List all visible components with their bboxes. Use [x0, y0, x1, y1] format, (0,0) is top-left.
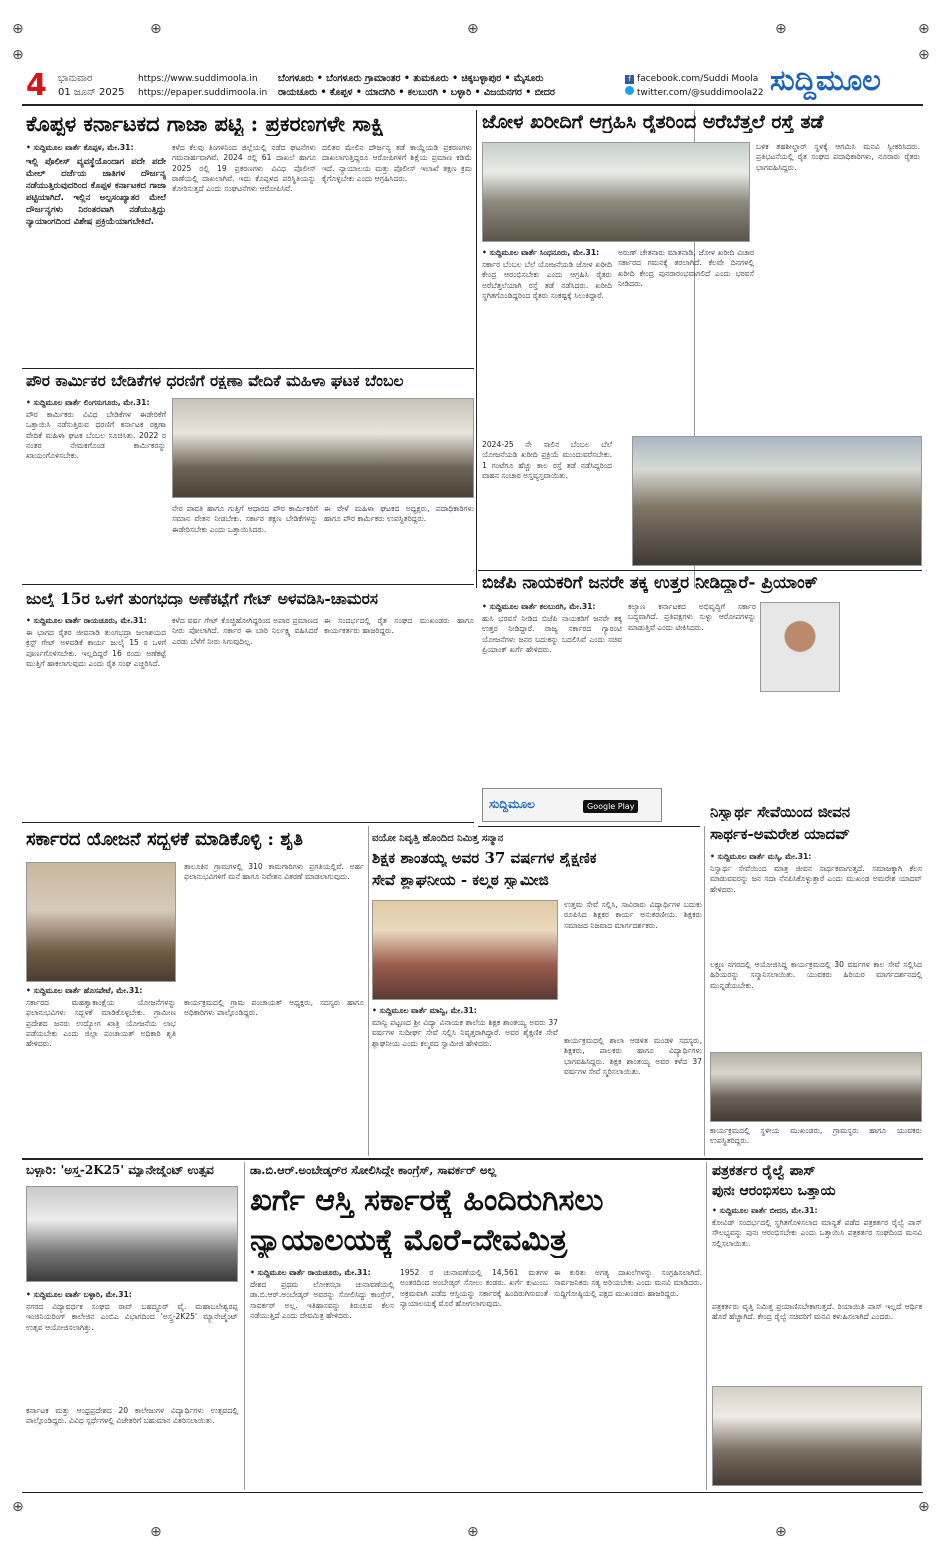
registration-mark: ⊕	[150, 1524, 162, 1540]
article-body: ಬಳಿಕ ತಹಶೀಲ್ದಾರ್ ಸ್ಥಳಕ್ಕೆ ಆಗಮಿಸಿ ಮನವಿ ಸ್ವೀಕರಿಸಿದರು. ಪ್ರತಿಭಟನೆಯಲ್ಲಿ ರೈತ ಸಂಘದ ಪದಾಧಿಕಾರಿಗಳು, ನೂರಾರು ರೈತರು ಭಾಗವಹಿಸಿದ್ದರು.	[756, 142, 920, 172]
article-body: ಉತ್ತಮ ಸೇವೆ ಸಲ್ಲಿಸಿ, ಸಾವಿರಾರು ವಿದ್ಯಾರ್ಥಿಗಳ ಬದುಕು ರೂಪಿಸಿದ ಶಿಕ್ಷಕರ ಕಾರ್ಯ ಅನುಕರಣೀಯ. ಶಿಕ್ಷಕರು ಸಮಾಜದ ನಿಜವಾದ ಮಾರ್ಗದರ್ಶಕರು.	[564, 900, 702, 930]
article-body: ಕರ್ನಾಟಕ ಮತ್ತು ಆಂಧ್ರಪ್ರದೇಶದ 20 ಕಾಲೇಜುಗಳ ವಿದ್ಯಾರ್ಥಿಗಳು ಉತ್ಸವದಲ್ಲಿ ಪಾಲ್ಗೊಂಡಿದ್ದರು. ವಿವಿಧ ಸ್ಪರ್ಧೆಗಳಲ್ಲಿ ವಿಜೇತರಿಗೆ ಬಹುಮಾನ ವಿತರಿಸಲಾಯಿತು.	[26, 1406, 238, 1426]
article-headline: ನ್ಯಾಯಾಲಯಕ್ಕೆ ಮೊರೆ-ದೇವಮಿತ್ರ	[250, 1224, 568, 1258]
epaper-link[interactable]: https://epaper.suddimoola.in	[138, 88, 268, 98]
website-links	[138, 72, 267, 100]
article-divider	[478, 570, 922, 571]
column-divider	[244, 1162, 245, 1490]
article-headline: ಶಿಕ್ಷಕ ಶಾಂತಯ್ಯ ಅವರ 37 ವರ್ಷಗಳ ಶೈಕ್ಷಣಿಕ	[372, 850, 597, 867]
website-link[interactable]: https://www.suddimoola.in	[138, 74, 258, 84]
district-row: ರಾಯಚೂರು • ಕೊಪ್ಪಳ • ಯಾದಗಿರಿ • ಕಲಬುರಗಿ • ಬಳ್ಳಾರಿ • ವಿಜಯನಗರ • ಬೀದರ	[278, 87, 555, 98]
column-divider	[476, 110, 477, 588]
article-dateline: • ಸುದ್ದಿಮೂಲ ವಾರ್ತೆ ಬೀದರ, ಮೇ.31:	[712, 1206, 818, 1215]
play-store-badge: Google Play	[583, 800, 638, 813]
registration-mark: ⊕	[918, 47, 930, 63]
honour-ceremony-photo	[710, 1052, 922, 1122]
article-dateline: • ಸುದ್ದಿಮೂಲ ವಾರ್ತೆ ಸಿಂಧನೂರು, ಮೇ.31:	[482, 248, 600, 257]
twitter-icon	[625, 86, 634, 95]
article-headline: ಬಳ್ಳಾರಿ: 'ಅಸ್ತ್ರ-2K25' ಮ್ಯಾನೇಜ್ಮೆಂಟ್ ಉತ್ಸವ	[26, 1164, 214, 1177]
article-headline: ಖರ್ಗೆ ಆಸ್ತಿ ಸರ್ಕಾರಕ್ಕೆ ಹಿಂದಿರುಗಿಸಲು	[250, 1184, 604, 1218]
facebook-link[interactable]: facebook.com/Suddi Moola	[637, 74, 759, 84]
date: 01 ಜೂನ್ 2025	[58, 87, 125, 98]
officer-presentation-photo	[26, 862, 176, 982]
felicitation-photo	[372, 900, 558, 1000]
article-body: ಕಾರ್ಯಕ್ರಮದಲ್ಲಿ ಸ್ಥಳೀಯ ಮುಖಂಡರು, ಗ್ರಾಮಸ್ಥರು ಹಾಗೂ ಯುವಕರು ಉಪಸ್ಥಿತರಿದ್ದರು.	[710, 1126, 922, 1146]
article-body: ಪೌರ ಕಾರ್ಮಿಕರು ವಿವಿಧ ಬೇಡಿಕೆಗಳ ಈಡೇರಿಕೆಗೆ ಒತ್ತಾಯಿಸಿ ನಡೆಸುತ್ತಿರುವ ಧರಣಿಗೆ ಕರ್ನಾಟಕ ರಕ್ಷಣಾ ವೇದಿಕೆ ಮಹಿಳಾ ಘಟಕ ಬೆಂಬಲ ಸೂಚಿಸಿತು. 2022 ರ ನಂತರ ನೇಮಕಗೊಂಡ ಕಾರ್ಮಿಕರನ್ನು ಖಾಯಂಗೊಳಿಸಬೇಕು.	[26, 410, 166, 461]
article-dateline: • ಸುದ್ದಿಮೂಲ ವಾರ್ತೆ ಲಿಂಗಸುಗೂರು, ಮೇ.31:	[26, 398, 150, 407]
column-divider	[706, 1162, 707, 1490]
article-body: ಕಳೆದ ಕೆಲವು ತಿಂಗಳಿನಿಂದ ಜಿಲ್ಲೆಯಲ್ಲಿ ನಡೆದ ಘಟನೆಗಳು ಗಮನಾರ್ಹವಾಗಿವೆ. 2024 ರಲ್ಲಿ 61 ದಾಖಲೆ ಹಾಗೂ 2025 ರಲ್ಲಿ 19 ಪ್ರಕರಣಗಳು ವಿವಿಧ ಪೊಲೀಸ್ ಠಾಣೆಯಲ್ಲಿ ದಾಖಲಾಗಿವೆ. ಇದು ಕೊಪ್ಪಳದ ಪರಿಸ್ಥಿತಿಯನ್ನು ತೋರಿಸುತ್ತದೆ ಎಂದು ಸಂಘಟನೆಗಳು ಆರೋಪಿಸಿವೆ.	[172, 143, 316, 194]
registration-mark: ⊕	[12, 21, 24, 37]
article-dateline: • ಸುದ್ದಿಮೂಲ ವಾರ್ತೆ ಹೊಸಪೇಟೆ, ಮೇ.31:	[26, 986, 143, 995]
registration-mark: ⊕	[775, 21, 787, 37]
registration-mark: ⊕	[918, 1499, 930, 1515]
registration-mark: ⊕	[467, 1524, 479, 1540]
minister-portrait-photo	[760, 602, 840, 692]
road-blockade-photo	[632, 436, 922, 566]
registration-mark: ⊕	[918, 21, 930, 37]
article-kicker: ವಯೋ ನಿವೃತ್ತಿ ಹೊಂದಿದ ನಿಮಿತ್ತ ಸನ್ಮಾನ	[372, 833, 504, 844]
column-divider	[704, 826, 705, 1156]
article-dateline: • ಸುದ್ದಿಮೂಲ ವಾರ್ತೆ ಕಲಬುರಗಿ, ಮೇ.31:	[482, 602, 596, 611]
article-dateline: • ಸುದ್ದಿಮೂಲ ವಾರ್ತೆ ಮಸ್ಕಿ, ಮೇ.31:	[710, 852, 812, 861]
article-body: ಈ ವೇಳೆ ಮಹಿಳಾ ಘಟಕದ ಅಧ್ಯಕ್ಷರು, ಪದಾಧಿಕಾರಿಗಳು ಹಾಗೂ ಪೌರ ಕಾರ್ಮಿಕರು ಉಪಸ್ಥಿತರಿದ್ದರು.	[324, 504, 474, 524]
article-body: ಅರುಣ್ ಚೇತನಾರು ಮಾತನಾಡಿ, ಜೋಳ ಖರೀದಿ ವಿಚಾರ ಸರ್ಕಾರದ ಗಮನಕ್ಕೆ ತರಲಾಗಿದೆ. ಕೆಲವೇ ದಿನಗಳಲ್ಲಿ ಖರೀದಿ ಕೇಂದ್ರ ಪುನರಾರಂಭವಾಗಲಿದೆ ಎಂದು ಭರವಸೆ ನೀಡಿದರು.	[618, 248, 754, 288]
twitter-link[interactable]: twitter.com/@suddimoola22	[637, 88, 764, 98]
article-headline: ಕೊಪ್ಪಳ ಕರ್ನಾಟಕದ ಗಾಜಾ ಪಟ್ಟಿ : ಪ್ರಕರಣಗಳೇ ಸಾಕ್ಷಿ	[26, 112, 385, 136]
article-divider	[22, 368, 474, 369]
journalists-memorandum-photo	[712, 1386, 922, 1486]
article-dateline: • ಸುದ್ದಿಮೂಲ ವಾರ್ತೆ ರಾಯಚೂರು, ಮೇ.31:	[250, 1268, 371, 1277]
article-divider	[22, 822, 474, 823]
article-body: ಸರ್ಕಾರ ಬೆಂಬಲ ಬೆಲೆ ಯೋಜನೆಯಡಿ ಜೋಳ ಖರೀದಿ ಕೇಂದ್ರ ಆರಂಭಿಸಬೇಕು ಎಂದು ಆಗ್ರಹಿಸಿ ರೈತರು ಅರೆಬೆತ್ತಲೆಯಾಗಿ ರಸ್ತೆ ತಡೆ ನಡೆಸಿದರು. ಖರೀದಿ ಸ್ಥಗಿತಗೊಂಡಿದ್ದರಿಂದ ರೈತರು ಸಂಕಷ್ಟಕ್ಕೆ ಸಿಲುಕಿದ್ದಾರೆ.	[482, 260, 612, 300]
article-body: ಈ ಸಂದರ್ಭದಲ್ಲಿ ರೈತ ಸಂಘದ ಮುಖಂಡರು ಹಾಗೂ ಕಾರ್ಯಕರ್ತರು ಹಾಜರಿದ್ದರು.	[324, 616, 474, 636]
registration-mark: ⊕	[12, 1499, 24, 1515]
registration-mark: ⊕	[775, 1524, 787, 1540]
farmers-protest-photo	[482, 142, 750, 242]
article-dateline: • ಸುದ್ದಿಮೂಲ ವಾರ್ತೆ ಬಳ್ಳಾರಿ, ಮೇ.31:	[26, 1290, 132, 1299]
article-body: ಪತ್ರಕರ್ತರು ವೃತ್ತಿ ನಿಮಿತ್ತ ಪ್ರಯಾಣಿಸಬೇಕಾಗುತ್ತದೆ. ರಿಯಾಯಿತಿ ಪಾಸ್ ಇಲ್ಲದೆ ಆರ್ಥಿಕ ಹೊರೆ ಹೆಚ್ಚಾಗಿದೆ. ಕೇಂದ್ರ ರೈಲ್ವೆ ಸಚಿವರಿಗೆ ಮನವಿ ಕಳುಹಿಸಲಾಗಿದೆ ಎಂದರು.	[712, 1302, 922, 1322]
article-dateline: • ಸುದ್ದಿಮೂಲ ವಾರ್ತೆ ಮಾನ್ವಿ, ಮೇ.31:	[372, 1006, 477, 1015]
article-body: ಮಾನ್ವಿ ಪಟ್ಟಣದ ಶ್ರೀ ವಿದ್ಯಾ ವಿನಾಯಕ ಶಾಲೆಯ ಶಿಕ್ಷಕ ಶಾಂತಯ್ಯ ಅವರು 37 ವರ್ಷಗಳ ಸುದೀರ್ಘ ಸೇವೆ ಸಲ್ಲಿಸಿ ನಿವೃತ್ತರಾಗಿದ್ದಾರೆ. ಅವರ ಶೈಕ್ಷಣಿಕ ಸೇವೆ ಶ್ಲಾಘನೀಯ ಎಂದು ಕಲ್ಮಠದ ಸ್ವಾಮೀಜಿ ಹೇಳಿದರು.	[372, 1018, 558, 1048]
article-body: ನಿಸ್ವಾರ್ಥ ಸೇವೆಯಿಂದ ಮಾತ್ರ ಜೀವನ ಸಾರ್ಥಕವಾಗುತ್ತದೆ. ಸಮಾಜಕ್ಕಾಗಿ ಕೆಲಸ ಮಾಡುವವರನ್ನು ಜನ ಸದಾ ನೆನಪಿಸಿಕೊಳ್ಳುತ್ತಾರೆ ಎಂದು ಮುಖಂಡ ಅಮರೇಶ ಯಾದವ್ ಹೇಳಿದರು.	[710, 864, 922, 894]
article-divider	[478, 826, 700, 827]
article-body: ನಗರದ ವಿದ್ಯಾವರ್ಧಕ ಸಂಘದ ರಾವ್ ಬಹದ್ದೂರ್ ವೈ. ಮಹಾಬಲೇಶ್ವರಪ್ಪ ಇಂಜಿನಿಯರಿಂಗ್ ಕಾಲೇಜಿನ ಎಂಬಿಎ ವಿಭಾಗದಿಂದ 'ಅಸ್ತ್ರ-2K25' ಮ್ಯಾನೇಜ್ಮೆಂಟ್ ಉತ್ಸವ ಆಯೋಜಿಸಲಾಗಿತ್ತು.	[26, 1302, 238, 1332]
article-kicker: ಡಾ.ಬಿ.ಆರ್.ಅಂಬೇಡ್ಕರ್‌ರ ಸೋಲಿಸಿದ್ದೇ ಕಾಂಗ್ರೆಸ್, ಸಾವರ್ಕರ್ ಅಲ್ಲ	[250, 1164, 497, 1177]
workers-group-photo	[172, 398, 474, 498]
article-body: ಕಳೆದ ವರ್ಷ ಗೇಟ್ ಕೊಚ್ಚಿಹೋಗಿದ್ದರಿಂದ ಅಪಾರ ಪ್ರಮಾಣದ ನೀರು ಪೋಲಾಗಿದೆ. ಸರ್ಕಾರ ಈ ಬಾರಿ ನಿರ್ಲಕ್ಷ್ಯ ವಹಿಸಿದರೆ ಎರಡು ಬೆಳೆಗೆ ನೀರು ಸಿಗುವುದಿಲ್ಲ.	[172, 616, 318, 646]
bottom-rule	[22, 1492, 923, 1493]
article-body: ದಲಿತರ ಮೇಲಿನ ದೌರ್ಜನ್ಯ ತಡೆ ಕಾಯ್ದೆಯಡಿ ಪ್ರಕರಣಗಳು ದಾಖಲಾಗುತ್ತಿದ್ದರೂ ಆರೋಪಿಗಳಿಗೆ ಶಿಕ್ಷೆಯ ಪ್ರಮಾಣ ಕಡಿಮೆ ಇದೆ. ನ್ಯಾಯಾಲಯ ಮತ್ತು ಪೊಲೀಸ್ ಇಲಾಖೆ ತಕ್ಷಣ ಕ್ರಮ ಕೈಗೊಳ್ಳಬೇಕು ಎಂದು ಆಗ್ರಹಿಸಿದರು.	[322, 143, 472, 183]
article-body: 1952 ರ ಚುನಾವಣೆಯಲ್ಲಿ 14,561 ಮತಗಳ ಅಂತರದಿಂದ ಅಂಬೇಡ್ಕರ್ ಸೋಲು ಕಂಡರು. ಖರ್ಗೆ ಕುಟುಂಬ ಅಕ್ರಮವಾಗಿ ಪಡೆದ ಆಸ್ತಿಯನ್ನು ಸರ್ಕಾರಕ್ಕೆ ಹಿಂದಿರುಗಿಸುವಂತೆ ನ್ಯಾಯಾಲಯಕ್ಕೆ ಮೊರೆ ಹೋಗಲಾಗುವುದು.	[400, 1268, 548, 1308]
article-body: ಕಾರ್ಯಕ್ರಮದಲ್ಲಿ ಗ್ರಾಮ ಪಂಚಾಯತ್ ಅಧ್ಯಕ್ಷರು, ಸದಸ್ಯರು ಹಾಗೂ ಅಧಿಕಾರಿಗಳು ಪಾಲ್ಗೊಂಡಿದ್ದರು.	[184, 998, 364, 1018]
article-dateline: • ಸುದ್ದಿಮೂಲ ವಾರ್ತೆ ಕೊಪ್ಪಳ, ಮೇ.31:	[26, 143, 134, 152]
article-body: ಈ ಭಾಗದ ರೈತರ ಜೀವನಾಡಿ ತುಂಗಭದ್ರಾ ಜಲಾಶಯದ ಕ್ರಸ್ಟ್ ಗೇಟ್ ಅಳವಡಿಕೆ ಕಾರ್ಯ ಜುಲೈ 15 ರ ಒಳಗೆ ಪೂರ್ಣಗೊಳಿಸಬೇಕು. ಇಲ್ಲದಿದ್ದರೆ 16 ರಂದು ಅಣೆಕಟ್ಟೆ ಮುತ್ತಿಗೆ ಹಾಕಲಾಗುವುದು ಎಂದು ರೈತ ಸಂಘ ಎಚ್ಚರಿಸಿದೆ.	[26, 628, 166, 668]
article-headline: ಸರ್ಕಾರದ ಯೋಜನೆ ಸದ್ಬಳಕೆ ಮಾಡಿಕೊಳ್ಳಿ : ಶೃತಿ	[26, 830, 303, 850]
article-body: 2024-25 ನೇ ಸಾಲಿನ ಬೆಂಬಲ ಬೆಲೆ ಯೋಜನೆಯಡಿ ಖರೀದಿ ಪ್ರಕ್ರಿಯೆ ಮುಂದುವರೆಸಬೇಕು. 1 ಗಂಟೆಗೂ ಹೆಚ್ಚು ಕಾಲ ರಸ್ತೆ ತಡೆ ನಡೆಸಿದ್ದರಿಂದ ವಾಹನ ಸಂಚಾರ ಅಸ್ತವ್ಯಸ್ತವಾಯಿತು.	[482, 440, 612, 480]
date-block	[58, 72, 124, 100]
facebook-icon: f	[625, 75, 634, 84]
article-lead: ಇಲ್ಲಿ ಪೊಲೀಸ್ ವ್ಯವಸ್ಥೆಯೊಂದಾಗ ಪದೇ ಪದೇ ಮೇಲ್ ದರ್ಜೆಯ ಜಾತಿಗಳ ದೌರ್ಜನ್ಯ ನಡೆಯುತ್ತಿರುವುದರಿಂದ ಕೊಪ್ಪಳ ಕರ್ನಾಟಕದ ಗಾಜಾ ಪಟ್ಟಿಯಾಗಿದೆ. ಇಲ್ಲಿನ ಅಲ್ಪಸಂಖ್ಯಾತರ ಮೇಲೆ ದೌರ್ಜನ್ಯಗಳು ನಿರಂತರವಾಗಿ ನಡೆಯುತ್ತಿದ್ದು ನ್ಯಾಯಾಂಗದಿಂದ ವಿಶೇಷ ಪ್ರಕ್ರಿಯೆಯಾಗಬೇಕಿದೆ.	[26, 157, 166, 227]
ad-logo: ಸುದ್ದಿಮೂಲ	[489, 797, 535, 811]
article-body: ಸರ್ಕಾರದ ಮಹತ್ವಾಕಾಂಕ್ಷೆಯ ಯೋಜನೆಗಳನ್ನು ಫಲಾನುಭವಿಗಳು ಸದ್ಬಳಕೆ ಮಾಡಿಕೊಳ್ಳಬೇಕು. ಗ್ರಾಮೀಣ ಪ್ರದೇಶದ ಜನರು ಉದ್ಯೋಗ ಖಾತ್ರಿ ಯೋಜನೆಯ ಲಾಭ ಪಡೆಯಬೇಕು ಎಂದು ಜಿಲ್ಲಾ ಪಂಚಾಯತ್ ಅಧಿಕಾರಿ ಶೃತಿ ಹೇಳಿದರು.	[26, 998, 176, 1049]
app-advertisement[interactable]	[482, 788, 662, 822]
article-headline: ಪತ್ರಕರ್ತರ ರೈಲ್ವೆ ಪಾಸ್	[712, 1164, 816, 1179]
article-headline: ಜೋಳ ಖರೀದಿಗೆ ಆಗ್ರಹಿಸಿ ರೈತರಿಂದ ಅರೆಬೆತ್ತಲೆ ರಸ್ತೆ ತಡೆ	[482, 112, 824, 133]
masthead-rule	[22, 104, 923, 106]
article-headline: ಸೇವೆ ಶ್ಲಾಘನೀಯ - ಕಲ್ಮಠ ಸ್ವಾಮೀಜಿ	[372, 872, 549, 889]
article-headline: ಜುಲೈ 15ರ ಒಳಗೆ ತುಂಗಭದ್ರಾ ಅಣೆಕಟ್ಟೆಗೆ ಗೇಟ್ ಅಳವಡಿಸಿ-ಚಾಮರಸ	[26, 590, 378, 608]
management-fest-photo	[26, 1186, 238, 1282]
article-body: ತಾಲೂಕಿನ ಗ್ರಾಮಗಳಲ್ಲಿ 310 ಕಾಮಗಾರಿಗಳು ಪ್ರಗತಿಯಲ್ಲಿವೆ. ಅರ್ಹ ಫಲಾನುಭವಿಗಳಿಗೆ ಮನೆ ಹಾಗೂ ನಿವೇಶನ ವಿತರಣೆ ಮಾಡಲಾಗುವುದು.	[184, 862, 364, 882]
article-body: ಈ ಕುರಿತು ಅಗತ್ಯ ದಾಖಲೆಗಳನ್ನು ಸಂಗ್ರಹಿಸಲಾಗಿದೆ. ಸಾರ್ವಜನಿಕರು ಸತ್ಯ ಅರಿಯಬೇಕು ಎಂದು ಮನವಿ ಮಾಡಿದರು. ಸುದ್ದಿಗೋಷ್ಠಿಯಲ್ಲಿ ಪಕ್ಷದ ಮುಖಂಡರು ಹಾಜರಿದ್ದರು.	[554, 1268, 702, 1298]
article-dateline: • ಸುದ್ದಿಮೂಲ ವಾರ್ತೆ ರಾಯಚೂರು, ಮೇ.31:	[26, 616, 147, 625]
article-headline: ನಿಸ್ವಾರ್ಥ ಸೇವೆಯಿಂದ ಜೀವನ	[710, 804, 851, 821]
article-headline: ಬಿಜೆಪಿ ನಾಯಕರಿಗೆ ಜನರೇ ತಕ್ಕ ಉತ್ತರ ನೀಡಿದ್ದಾರೆ- ಪ್ರಿಯಾಂಕ್	[482, 574, 818, 593]
article-body: ಲಕ್ಷ್ಮಣ ನಗರದಲ್ಲಿ ಆಯೋಜಿಸಿದ್ದ ಕಾರ್ಯಕ್ರಮದಲ್ಲಿ 30 ವರ್ಷಗಳ ಕಾಲ ಸೇವೆ ಸಲ್ಲಿಸಿದ ಹಿರಿಯರನ್ನು ಸನ್ಮಾನಿಸಲಾಯಿತು. ಯುವಕರು ಹಿರಿಯರ ಮಾರ್ಗದರ್ಶನದಲ್ಲಿ ಮುನ್ನಡೆಯಬೇಕು.	[710, 960, 922, 990]
column-divider	[368, 826, 369, 1156]
registration-mark: ⊕	[12, 47, 24, 63]
article-headline: ಸಾರ್ಥಕ-ಅಮರೇಶ ಯಾದವ್	[710, 826, 850, 843]
district-row: ಬೆಂಗಳೂರು • ಬೆಂಗಳೂರು ಗ್ರಾಮಾಂತರ • ತುಮಕೂರು • ಚಿಕ್ಕಬಳ್ಳಾಪುರ • ಮೈಸೂರು	[278, 73, 544, 84]
section-rule	[22, 1158, 923, 1160]
newspaper-logo: ಸುದ್ದಿಮೂಲ	[770, 63, 881, 97]
registration-mark: ⊕	[150, 21, 162, 37]
article-headline: ಪುನಃ ಆರಂಭಿಸಲು ಒತ್ತಾಯ	[712, 1184, 836, 1199]
article-body: ನೇರ ಪಾವತಿ ಹಾಗೂ ಗುತ್ತಿಗೆ ಆಧಾರದ ಪೌರ ಕಾರ್ಮಿಕರಿಗೆ ಸಮಾನ ವೇತನ ನೀಡಬೇಕು. ಸರ್ಕಾರ ತಕ್ಷಣ ಬೇಡಿಕೆಗಳನ್ನು ಈಡೇರಿಸಬೇಕು ಎಂದು ಒತ್ತಾಯಿಸಿದರು.	[172, 504, 318, 534]
article-divider	[22, 584, 474, 585]
article-headline: ಪೌರ ಕಾರ್ಮಿಕರ ಬೇಡಿಕೆಗಳ ಧರಣಿಗೆ ರಕ್ಷಣಾ ವೇದಿಕೆ ಮಹಿಳಾ ಘಟಕ ಬೆಂಬಲ	[26, 372, 404, 390]
article-body: ದೇಶದ ಪ್ರಥಮ ಲೋಕಸಭಾ ಚುನಾವಣೆಯಲ್ಲಿ ಡಾ.ಬಿ.ಆರ್.ಅಂಬೇಡ್ಕರ್ ಅವರನ್ನು ಸೋಲಿಸಿದ್ದು ಕಾಂಗ್ರೆಸ್, ಸಾವರ್ಕರ್ ಅಲ್ಲ. ಇತಿಹಾಸವನ್ನು ತಿರುಚುವ ಕೆಲಸ ನಡೆಯುತ್ತಿದೆ ಎಂದು ದೇವಮಿತ್ರ ಹೇಳಿದರು.	[250, 1280, 394, 1320]
article-body: ಹುಸಿ ಭರವಸೆ ನೀಡಿದ ಬಿಜೆಪಿ ನಾಯಕರಿಗೆ ಜನರೇ ತಕ್ಕ ಉತ್ತರ ನೀಡಿದ್ದಾರೆ. ರಾಜ್ಯ ಸರ್ಕಾರದ ಗ್ಯಾರಂಟಿ ಯೋಜನೆಗಳು ಜನರ ಬದುಕನ್ನು ಬದಲಿಸಿವೆ ಎಂದು ಸಚಿವ ಪ್ರಿಯಾಂಕ್ ಖರ್ಗೆ ಹೇಳಿದರು.	[482, 614, 622, 654]
social-links	[625, 72, 764, 100]
day: ಭಾನುವಾರ	[58, 73, 93, 84]
registration-mark: ⊕	[467, 21, 479, 37]
district-list	[278, 72, 555, 100]
article-body: ಕಲ್ಯಾಣ ಕರ್ನಾಟಕದ ಅಭಿವೃದ್ಧಿಗೆ ಸರ್ಕಾರ ಬದ್ಧವಾಗಿದೆ. ಪ್ರತಿಪಕ್ಷಗಳು ಸುಳ್ಳು ಆರೋಪಗಳನ್ನು ಮಾಡುತ್ತಿವೆ ಎಂದು ಟೀಕಿಸಿದರು.	[628, 602, 756, 632]
article-body: ಕಾರ್ಯಕ್ರಮದಲ್ಲಿ ಶಾಲಾ ಆಡಳಿತ ಮಂಡಳಿ ಸದಸ್ಯರು, ಶಿಕ್ಷಕರು, ಪಾಲಕರು ಹಾಗೂ ವಿದ್ಯಾರ್ಥಿಗಳು ಭಾಗವಹಿಸಿದ್ದರು. ಶಿಕ್ಷಕ ಶಾಂತಯ್ಯ ಅವರ ಕಳೆದ 37 ವರ್ಷಗಳ ಸೇವೆ ಸ್ಮರಿಸಲಾಯಿತು.	[564, 1036, 702, 1076]
page-number: 4	[26, 68, 47, 103]
article-body: ಕೋವಿಡ್ ಸಂದರ್ಭದಲ್ಲಿ ಸ್ಥಗಿತಗೊಳಿಸಲಾದ ಮಾನ್ಯತೆ ಪಡೆದ ಪತ್ರಕರ್ತರ ರೈಲ್ವೆ ಪಾಸ್ ಸೌಲಭ್ಯವನ್ನು ಪುನಃ ಆರಂಭಿಸಬೇಕು ಎಂದು ಒತ್ತಾಯಿಸಿ ಪತ್ರಕರ್ತರ ಸಂಘದಿಂದ ಮನವಿ ಸಲ್ಲಿಸಲಾಯಿತು.	[712, 1218, 922, 1248]
